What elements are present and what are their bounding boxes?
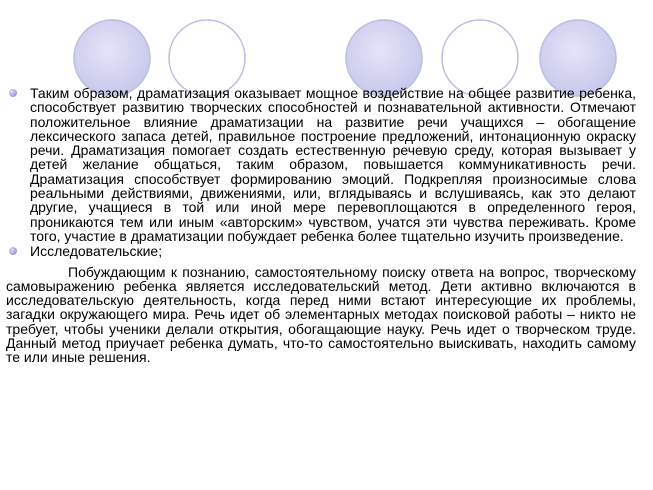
- body-paragraph: Побуждающим к познанию, самостоятельному поиску ответа на вопрос, творческому самовыражению ребенка является исследовательский метод. Дети активно включаются в исследовательскую деятельность, когда перед ними встают интересующие их проблемы, загадки окружающего мира. Речь идет об элементарных методах поисковой работы – никто не требует, чтобы ученики делали открытия, обогащающие науку. Речь идет о творческом труде. Данный метод приучает ребенка думать, что-то самостоятельно выискивать, находить самому те или иные решения.: [6, 263, 636, 366]
- bullet-text: Таким образом, драматизация оказывает мощное воздействие на общее развитие ребенка, способствует развитию творческих способностей и познавательной активности. Отмечают положительное влияние драматизации на развитие речи учащихся – обогащение лексического запаса детей, правильное построение предложений, интонационную окраску речи. Драматизация помогает создать естественную речевую среду, которая вызывает у детей желание общаться, таким образом, повышается коммуникативность речи. Драматизация способствует формированию эмоций. Подкрепляя произносимые слова реальными действиями, движениями, или, вглядываясь и вслушиваясь, как это делают другие, учащиеся в той или иной мере перевоплощаются в определенного героя, проникаются тем или иным «авторским» чувством, учатся эти чувства переживать. Кроме того, участие в драматизации побуждает ребенка более тщательно изучить произведение.: [30, 85, 636, 244]
- slide-content: [6, 86, 636, 365]
- bullet-item-research: [6, 244, 636, 258]
- bullet-icon: [9, 89, 17, 97]
- bullet-item-dramatization: [6, 86, 636, 243]
- bullet-text: Исследовательские;: [30, 243, 163, 260]
- bullet-icon: [9, 247, 17, 255]
